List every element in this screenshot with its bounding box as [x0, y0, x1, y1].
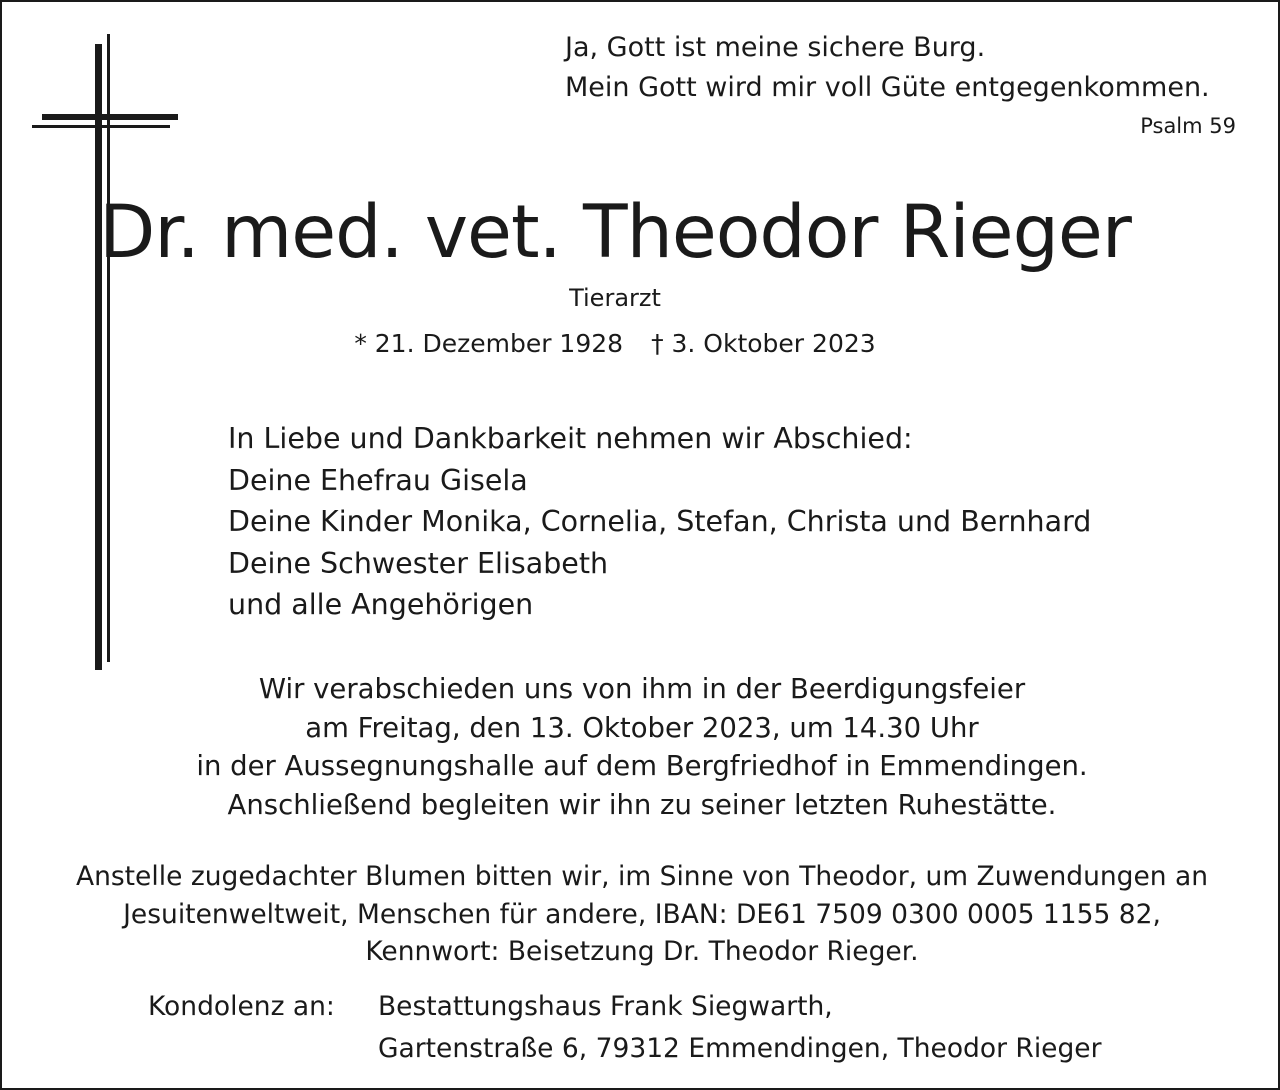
ceremony-line: am Freitag, den 13. Oktober 2023, um 14.30 Uhr	[305, 711, 979, 744]
ceremony-line: in der Aussegnungshalle auf dem Bergfriedhof in Emmendingen.	[196, 750, 1088, 782]
condolence-label: Kondolenz an:	[148, 991, 335, 1022]
donation-line: Anstelle zugedachter Blumen bitten wir, im Sinne von Theodor, um Zuwendungen an	[75, 861, 1209, 892]
donation-line: Jesuitenweltweit, Menschen für andere, IBAN: DE61 7509 0300 0005 1155 82,	[123, 898, 1161, 930]
family-line: Deine Kinder Monika, Cornelia, Stefan, Christa und Bernhard	[228, 505, 1092, 538]
psalm-verse	[565, 28, 1265, 108]
deceased-name: Dr. med. vet. Theodor Rieger	[99, 190, 1131, 275]
deceased-profession: Tierarzt	[569, 284, 661, 312]
family-line: Deine Ehefrau Gisela	[228, 463, 528, 497]
condolence-recipient	[378, 986, 1102, 1070]
family-line: In Liebe und Dankbarkeit nehmen wir Abschied:	[228, 422, 913, 455]
family-mourners	[228, 418, 1228, 626]
birth-date: * 21. Dezember 1928	[354, 329, 624, 358]
donation-line: Kennwort: Beisetzung Dr. Theodor Rieger.	[365, 936, 919, 967]
condolence-line: Gartenstraße 6, 79312 Emmendingen, Theodor Rieger	[378, 1033, 1102, 1064]
death-date: † 3. Oktober 2023	[651, 329, 876, 358]
condolence-line: Bestattungshaus Frank Siegwarth,	[378, 991, 833, 1022]
family-line: und alle Angehörigen	[228, 588, 534, 621]
donation-request	[2, 858, 1280, 971]
family-line: Deine Schwester Elisabeth	[228, 546, 609, 580]
psalm-line: Mein Gott wird mir voll Güte entgegenkommen.	[565, 72, 1210, 103]
ceremony-line: Anschließend begleiten wir ihn zu seiner letzten Ruhestätte.	[227, 788, 1057, 821]
funeral-ceremony	[2, 670, 1280, 824]
psalm-reference: Psalm 59	[1140, 114, 1236, 138]
ceremony-line: Wir verabschieden uns von ihm in der Beerdigungsfeier	[258, 673, 1026, 705]
psalm-line: Ja, Gott ist meine sichere Burg.	[565, 32, 986, 63]
life-dates	[0, 326, 1280, 362]
